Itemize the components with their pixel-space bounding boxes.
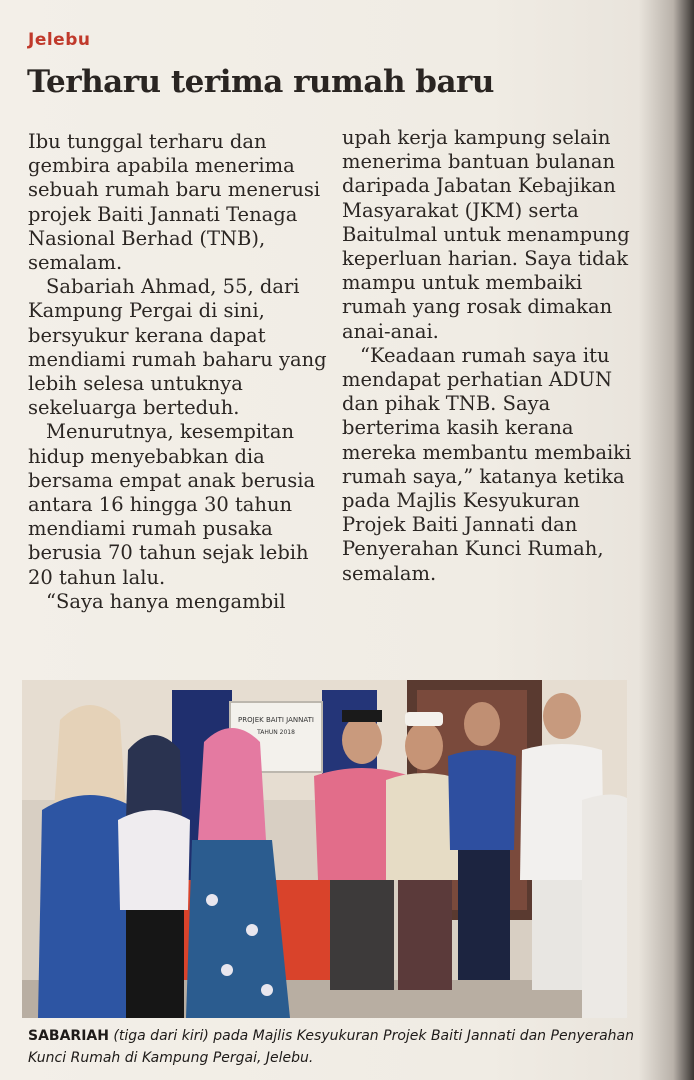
caption-text: (tiga dari kiri) pada Majlis Kesyukuran Projek Baiti Jannati dan Penyerahan Kunci Rumah di Kampung Pergai, Jelebu. bbox=[28, 1028, 634, 1066]
paragraph: Ibu tunggal terharu dan gembira apabila menerima sebuah rumah baru menerusi projek Baiti Jannati Tenaga Nasional Berhad (TNB), semalam. bbox=[28, 130, 321, 275]
caption-name: SABARIAH bbox=[28, 1028, 109, 1044]
person-8 bbox=[582, 794, 627, 1018]
paragraph: “Keadaan rumah saya itu mendapat perhatian ADUN dan pihak TNB. Saya berterima kasih kerana mereka membantu membaiki rumah saya,” katanya ketika pada Majlis Kesyukuran Projek Baiti Jannati dan Penyerahan Kunci Rumah, semalam. bbox=[342, 343, 632, 585]
person-2 bbox=[118, 735, 190, 1018]
news-photo bbox=[22, 680, 627, 1018]
article-column-left bbox=[28, 130, 328, 614]
paragraph: Sabariah Ahmad, 55, dari Kampung Pergai di sini, bersyukur kerana dapat mendiami rumah baharu yang lebih selesa untuknya sekeluarga berteduh. bbox=[28, 275, 327, 420]
plaque-line1: PROJEK BAITI JANNATI bbox=[238, 716, 314, 724]
paragraph: upah kerja kampung selain menerima bantuan bulanan daripada Jabatan Kebajikan Masyarakat (JKM) serta Baitulmal untuk menampung keperluan harian. Saya tidak mampu untuk membaiki rumah yang rosak dimakan anai-anai. bbox=[342, 126, 630, 343]
paragraph: “Saya hanya mengambil bbox=[46, 589, 286, 613]
headline: Terharu terima rumah baru bbox=[27, 64, 494, 100]
group-photo-illustration bbox=[22, 680, 627, 1018]
photo-caption bbox=[28, 1025, 648, 1069]
section-tag: Jelebu bbox=[28, 30, 91, 50]
plaque-line2: TAHUN 2018 bbox=[257, 729, 295, 736]
paragraph: Menurutnya, kesempitan hidup menyebabkan dia bersama empat anak berusia antara 16 hingga 30 tahun mendiami rumah pusaka berusia 70 tahun sejak lebih 20 tahun lalu. bbox=[28, 420, 316, 589]
article-column-right bbox=[342, 126, 642, 586]
